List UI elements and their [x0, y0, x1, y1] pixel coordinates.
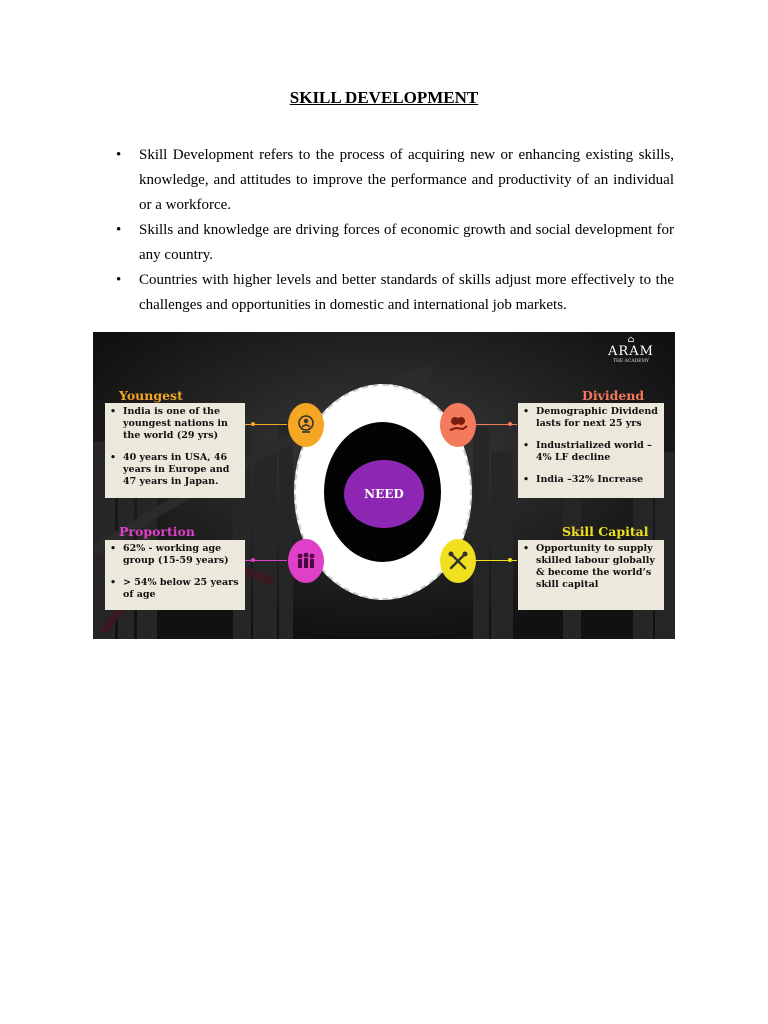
bullet-list [110, 143, 674, 318]
list-item: • > 54% below 25 years of age [110, 577, 239, 600]
connector-dot [508, 422, 512, 426]
connector-dot [251, 558, 255, 562]
location-person-icon [288, 403, 324, 447]
dividend-box [518, 403, 664, 498]
list-item: • 40 years in USA, 46 years in Europe and 47 years in Japan. [110, 452, 230, 487]
dividend-heading: Dividend [582, 388, 645, 403]
list-item: • 62% - working age group (15-59 years) [110, 543, 229, 566]
list-item: • India –32% Increase [523, 474, 644, 485]
tools-icon [440, 539, 476, 583]
list-item: • Industrialized world – 4% LF decline [523, 440, 652, 463]
youngest-heading: Youngest [119, 388, 183, 403]
people-group-icon [288, 539, 324, 583]
page-title: SKILL DEVELOPMENT [289, 88, 479, 107]
list-item: • Demographic Dividend lasts for next 25 yrs [523, 406, 658, 429]
building-icon: ⌂ [627, 335, 635, 345]
skill-capital-box [518, 540, 664, 610]
skill-capital-heading: Skill Capital [562, 524, 649, 539]
list-item: • India is one of the youngest nations in the world (29 yrs) [110, 406, 228, 441]
bullet-text: Countries with higher levels and better standards of skills adjust more effectively to the challenges and opportunities in domestic and international job markets. [139, 272, 674, 313]
youngest-box [105, 403, 245, 498]
connector-dot [508, 558, 512, 562]
bullet-item [110, 218, 674, 268]
need-center-label: NEED [344, 460, 424, 528]
bullet-text: Skill Development refers to the process of acquiring new or enhancing existing skills, knowledge, and attitudes to improve the performance and productivity of an individual or a workforce. [139, 147, 674, 213]
bullet-item [110, 268, 674, 318]
bullet-item [110, 143, 674, 218]
bullet-dot-icon: • [116, 272, 122, 288]
proportion-box [105, 540, 245, 610]
skill-development-infographic [93, 332, 675, 639]
bullet-text: Skills and knowledge are driving forces of economic growth and social development for any country. [139, 222, 674, 263]
bullet-dot-icon: • [116, 147, 122, 163]
bullet-dot-icon: • [116, 222, 122, 238]
aram-academy-logo: ⌂ ARAM THE ACADEMY [589, 336, 673, 365]
proportion-heading: Proportion [119, 524, 195, 539]
list-item: • Opportunity to supply skilled labour globally & become the world’s skill capital [523, 543, 655, 590]
coins-hand-icon [440, 403, 476, 447]
connector-dot [251, 422, 255, 426]
